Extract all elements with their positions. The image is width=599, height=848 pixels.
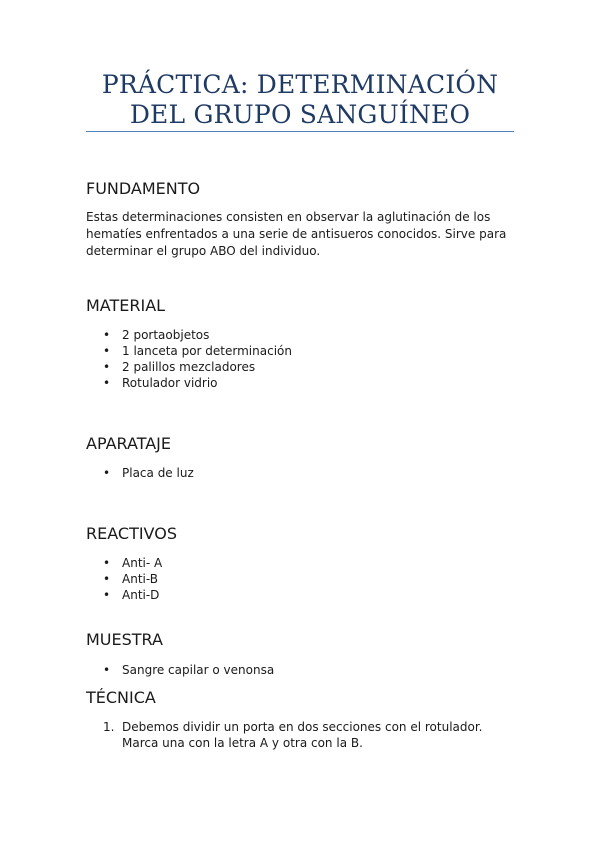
bullet-icon: • [103, 360, 111, 374]
bullet-icon: • [103, 466, 111, 480]
aparataje-list [86, 465, 194, 481]
bullet-icon: • [103, 556, 111, 570]
bullet-icon: • [103, 376, 111, 390]
step-number: 1. [103, 720, 115, 734]
tecnica-steps [86, 719, 522, 751]
bullet-icon: • [103, 588, 111, 602]
heading-tecnica: TÉCNICA [86, 688, 156, 707]
list-item: • Sangre capilar o venonsa [103, 663, 275, 677]
heading-muestra: MUESTRA [86, 630, 163, 649]
list-item: • 2 palillos mezcladores [103, 360, 256, 374]
page-title: PRÁCTICA: DETERMINACIÓN DEL GRUPO SANGUÍNEO [101, 70, 499, 129]
heading-aparataje: APARATAJE [86, 434, 171, 453]
material-list [86, 327, 292, 391]
list-item [86, 719, 522, 751]
list-item: • Anti-D [103, 588, 160, 602]
heading-reactivos: REACTIVOS [86, 524, 177, 543]
list-item: • Placa de luz [103, 466, 194, 480]
muestra-list [86, 662, 274, 678]
heading-fundamento: FUNDAMENTO [86, 179, 201, 198]
bullet-icon: • [103, 328, 111, 342]
list-item: • Anti- A [103, 556, 163, 570]
list-item: • Rotulador vidrio [103, 376, 218, 390]
reactivos-list [86, 555, 162, 603]
bullet-icon: • [103, 344, 111, 358]
list-item: • 1 lanceta por determinación [103, 344, 292, 358]
heading-material: MATERIAL [86, 296, 166, 315]
step-text: Debemos dividir un porta en dos secciones con el rotulador. Marca una con la letra A y otra con la B. [122, 720, 483, 750]
bullet-icon: • [103, 663, 111, 677]
list-item: • 2 portaobjetos [103, 328, 210, 342]
title-underline [86, 131, 514, 132]
fundamento-paragraph: Estas determinaciones consisten en observar la aglutinación de los hematíes enfrentados a una serie de antisueros conocidos. Sirve para determinar el grupo ABO del individuo. [86, 210, 507, 258]
bullet-icon: • [103, 572, 111, 586]
list-item: • Anti-B [103, 572, 158, 586]
